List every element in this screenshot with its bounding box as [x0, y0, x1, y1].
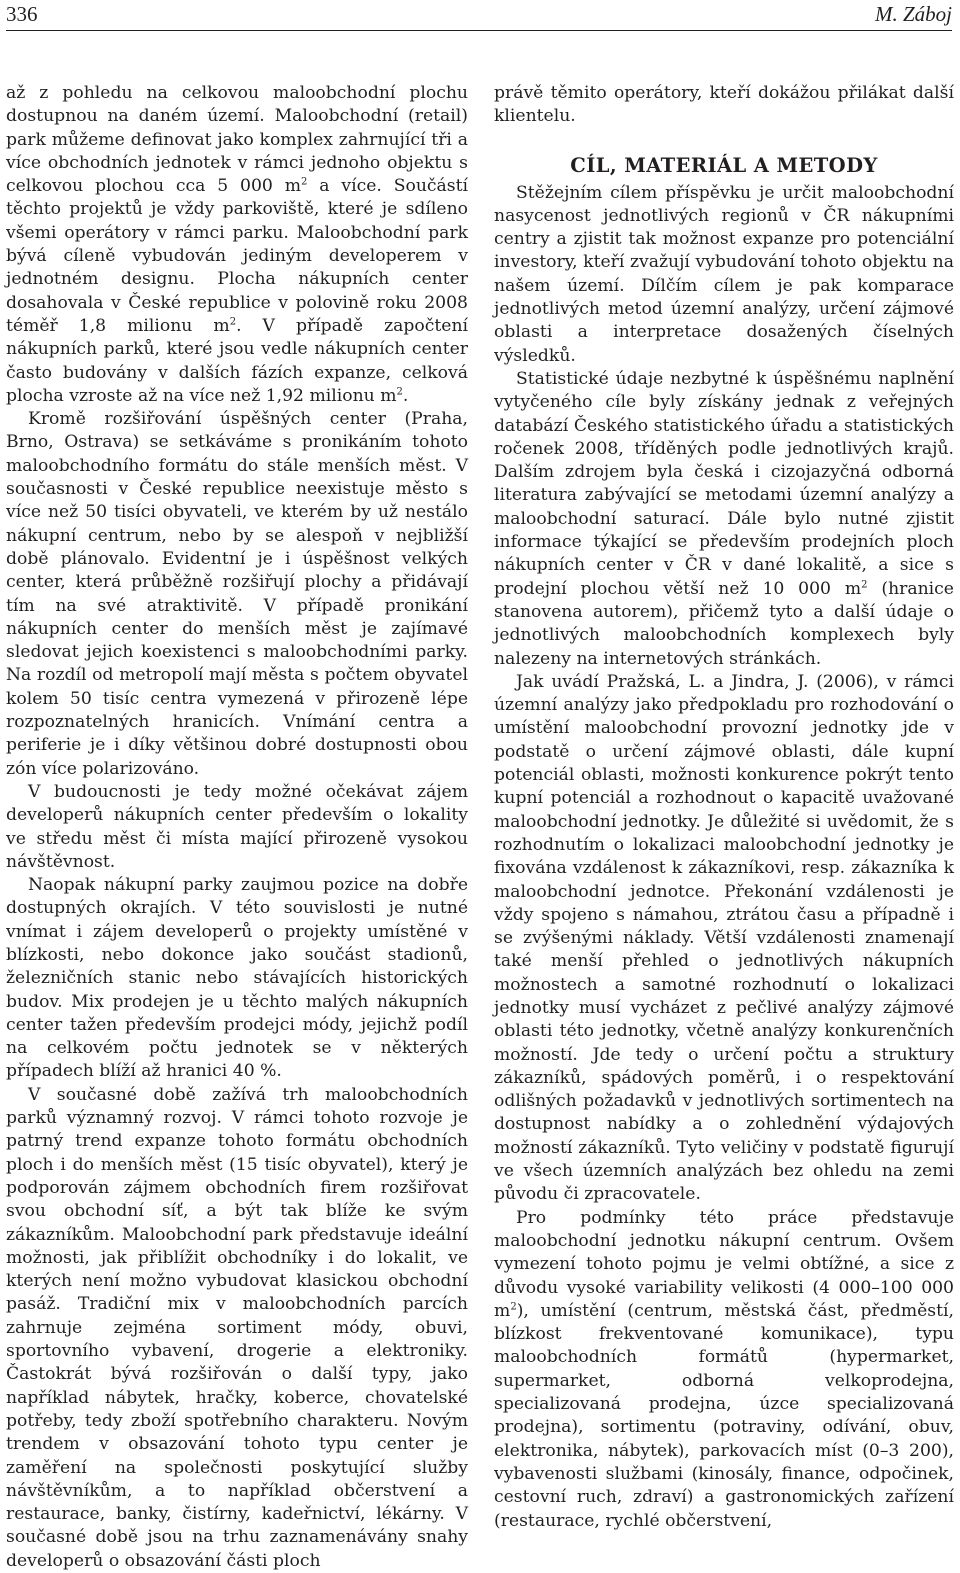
left-column: [6, 82, 468, 1573]
right-column: [494, 82, 954, 1533]
right-paragraph-3: Jak uvádí Pražská, L. a Jindra, J. (2006), v rámci územní analýzy jako předpokladu pro rozhodování o umístění maloobchodní provozní jednotky jde v podstatě o určení zájmové oblasti, dále kupní potenciál oblasti, možnosti konkurence pokrýt tento kupní potenciál a rozhodnout o kapacitě uvažované maloobchodní jednotky. Je důležité si uvědomit, že s rozhodnutím o lokalizaci maloobchodní jednotky je fixována vzdálenost k zákazníkovi, resp. zákazníka k maloobchodní jednotce. Překonání vzdálenosti je vždy spojeno s námahou, ztrátou času a případně i se zvýšenými náklady. Větší vzdálenosti znamenají také menší přehled o jednotlivých nákupních možnostech a samotné rozhodnutí o lokalizaci jednotky musí vycházet z pečlivé analýzy zájmové oblasti této jednotky, včetně analýzy konkurenčních možností. Jde tedy o určení počtu a struktury zákazníků, spádových poměrů, i o respektování odlišných požadavků v jednotlivých sortimentech na dostupnost nabídky a o zohlednění výdajových možností zákazníků. Tyto veličiny v podstatě figurují ve všech územních analýzách bez ohledu na zemi původu či zpracovatele.: [494, 671, 954, 1205]
page-number: 336: [6, 2, 38, 26]
left-paragraph-5: V současné době zažívá trh maloobchodních parků významný rozvoj. V rámci tohoto rozvoje je patrný trend expanze tohoto formátu obchodních ploch i do menších měst (15 tisíc obyvatel), který je podporován zájmem obchodních firem rozšiřovat svou obchodní síť, a být tak blíže ke svým zákazníkům. Maloobchodní park představuje ideální možnosti, jak přiblížit obchodníky i do lokalit, ve kterých není možno vybudovat klasickou obchodní pasáž. Tradiční mix v maloobchodních parcích zahrnuje zejména sortiment módy, obuvi, sportovního vybavení, drogerie a elektroniky. Častokrát bývá rozšiřován o další typy, jako například nábytek, hračky, koberce, chovatelské potřeby, tedy zboží spotřebního charakteru. Novým trendem v obsazování tohoto typu center je zaměření na společnosti poskytující služby návštěvníkům, a to například občerstvení a restaurace, banky, čistírny, kadeřnictví, lékárny. V současné době jsou na trhu zaznamenávány snahy developerů o obsazování části ploch: [6, 1084, 468, 1571]
right-paragraph-1: Stěžejním cílem příspěvku je určit maloobchodní nasycenost jednotlivých regionů v ČR nákupními centry a zjistit tak možnost expanze pro potenciální investory, kteří zvažují vybudování tohoto objektu na našem území. Dílčím cílem je pak komparace jednotlivých metod územní analýzy, určení zájmové oblasti a interpretace dosažených číselných výsledků.: [494, 182, 954, 366]
left-paragraph-2: Kromě rozšiřování úspěšných center (Praha, Brno, Ostrava) se setkáváme s pronikáním tohoto maloobchodního formátu do stále menších měst. V současnosti v České republice neexistuje město s více než 50 tisíci obyvateli, ve kterém by už nestálo nákupní centrum, nebo by se alespoň v nejbližší době plánovalo. Evidentní je i úspěšnost velkých center, která průběžně rozšiřují plochy a přidávají tím na své atraktivitě. V případě pronikání nákupních center do menších měst je zajímavé sledovat jejich koexistenci s maloobchodními parky. Na rozdíl od metropolí mají města s počtem obyvatel kolem 50 tisíc centra vymezená v přirozeně lépe rozpoznatelných hranicích. Vnímání centra a periferie je i díky většinou dobré dostupnosti obou zón více polarizováno.: [6, 409, 468, 779]
left-paragraph-3: V budoucnosti je tedy možné očekávat zájem developerů nákupních center především o lokality ve středu měst či místa mající přirozeně vysokou návštěvnost.: [6, 781, 468, 872]
right-paragraph-4: Pro podmínky této práce představuje maloobchodní jednotku nákupní centrum. Ovšem vymezení tohoto pojmu je velmi obtížné, a sice z důvodu vysoké variability velikosti (4 000–100 000 $m^2$), umístění (centrum, městská část, předměstí, blízkost frekventované komunikace), typu maloobchodních formátů (hypermarket, supermarket, odborná velkoprodejna, specializovaná prodejna, úzce specializovaná prodejna), sortimentu (potraviny, odívání, obuv, elektronika, nábytek), parkovacích míst (0–3 200), vybavenosti službami (kinosály, finance, odpočinek, cestovní ruch, zdraví) a gastronomických zařízení (restaurace, rychlé občerstvení,: [494, 1207, 954, 1531]
right-paragraph-2: Statistické údaje nezbytné k úspěšnému naplnění vytyčeného cíle byly získány jednak z veřejných databází Českého statistického úřadu a statistických ročenek 2008, tříděných podle jednotlivých krajů. Dalším zdrojem byla česká i cizojazyčná odborná literatura zabývající se metodami územní analýzy a maloobchodní saturací. Dále bylo nutné zjistit informace týkající se především prodejních ploch nákupních center v ČR v dané lokalitě, a sice s prodejní plochou větší než 10 000 $m^2$ (hranice stanovena autorem), přičemž tyto a další údaje o jednotlivých maloobchodních komplexech byly nalezeny na internetových stránkách.: [494, 368, 954, 669]
running-head-author: M. Záboj: [874, 2, 952, 26]
page-header: [6, 0, 952, 31]
left-paragraph-4: Naopak nákupní parky zaujmou pozice na dobře dostupných okrajích. V této souvislosti je nutné vnímat i zájem developerů o projekty umístěné v blízkosti, nebo dokonce jako součást stadionů, železničních stanic nebo stávajících historických budov. Mix prodejen je u těchto malých nákupních center tažen především prodejci módy, jejichž podíl na celkovém počtu jednotek se v některých případech blíží až hranici 40 %.: [6, 875, 468, 1082]
left-paragraph-1: až z pohledu na celkovou maloobchodní plochu dostupnou na daném území. Maloobchodní (retail) park můžeme definovat jako komplex zahrnující tři a více obchodních jednotek v rámci jednoho objektu s celkovou plochou cca 5 000 $m^2$ a více. Součástí těchto projektů je vždy parkoviště, které je sdíleno všemi operátory v rámci parku. Maloobchodní park bývá cíleně vybudován jediným developerem v jednotném designu. Plocha nákupních center dosahovala v České republice v polovině roku 2008 téměř 1,8 milionu $m^2$. V případě započtení nákupních parků, které jsou vedle nákupních center často budovány v dalších fázích expanze, celková plocha vzroste až na více než 1,92 milionu $m^2$.: [6, 83, 469, 406]
right-intro-paragraph: právě těmito operátory, kteří dokážou přilákat další klientelu.: [494, 83, 954, 127]
section-heading: CÍL, MATERIÁL A METODY: [570, 153, 878, 177]
